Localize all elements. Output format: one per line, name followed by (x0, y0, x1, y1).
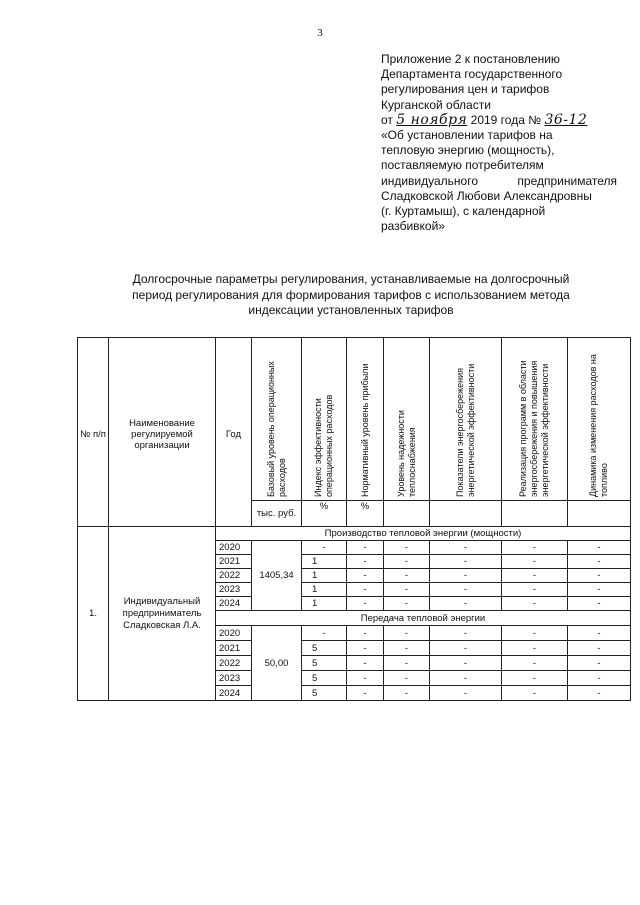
header-base-cell (252, 338, 302, 501)
index-cell: 1 (302, 583, 347, 597)
index-cell: 5 (302, 671, 347, 686)
profit-cell: - (347, 686, 384, 701)
index-cell: 5 (302, 656, 347, 671)
energy-cell: - (430, 641, 502, 656)
energy-cell: - (430, 626, 502, 641)
year-cell: 2023 (216, 671, 252, 686)
energy-cell: - (430, 656, 502, 671)
reliability-cell: - (384, 583, 430, 597)
annex-line: Департамента государственного (381, 67, 563, 82)
header-energy: Показатели энергосбережения энергетической эффективности (454, 363, 476, 497)
header-program-cell (502, 338, 568, 501)
profit-cell: - (347, 541, 384, 555)
date-year: 2019 года № (470, 112, 542, 127)
program-cell: - (502, 555, 568, 569)
fuel-cell: - (568, 569, 631, 583)
year-cell: 2022 (216, 656, 252, 671)
unit-profit: % (347, 501, 384, 527)
profit-cell: - (347, 641, 384, 656)
handwritten-number: 36-12 (544, 111, 588, 128)
title-line: Долгосрочные параметры регулирования, устанавливаемые на долгосрочный (132, 272, 570, 286)
profit-cell: - (347, 555, 384, 569)
header-base: Базовый уровень операционных расходов (265, 361, 287, 497)
section-title: Производство тепловой энергии (мощности) (216, 527, 631, 541)
program-cell: - (502, 541, 568, 555)
organization-name: Индивидуальный предприниматель Сладковская Л.А. (109, 527, 216, 701)
annex-line: индивидуального предпринимателя (381, 173, 617, 188)
profit-cell: - (347, 626, 384, 641)
fuel-cell: - (568, 626, 631, 641)
title-line: период регулирования для формирования тарифов с использованием метода (132, 287, 570, 302)
index-cell: 1 (302, 597, 347, 611)
base-value: 50,00 (252, 626, 302, 701)
profit-cell: - (347, 583, 384, 597)
annex-line: регулирования цен и тарифов (381, 82, 550, 97)
header-reliability-cell (384, 338, 430, 501)
program-cell: - (502, 597, 568, 611)
fuel-cell: - (568, 656, 631, 671)
reliability-cell: - (384, 656, 430, 671)
reliability-cell: - (384, 641, 430, 656)
program-cell: - (502, 583, 568, 597)
annex-date-line (381, 113, 617, 128)
profit-cell: - (347, 671, 384, 686)
energy-cell: - (430, 597, 502, 611)
program-cell: - (502, 641, 568, 656)
index-cell: 5 (302, 641, 347, 656)
energy-cell: - (430, 541, 502, 555)
header-num: № п/п (78, 338, 109, 527)
annex-line: тепловую энергию (мощность), (381, 143, 555, 158)
page-number: 3 (317, 27, 323, 39)
program-cell: - (502, 569, 568, 583)
profit-cell: - (347, 656, 384, 671)
header-fuel-cell (568, 338, 631, 501)
index-cell: - (302, 626, 347, 641)
index-cell: 1 (302, 555, 347, 569)
year-cell: 2020 (216, 541, 252, 555)
handwritten-date: 5 ноября (396, 111, 468, 128)
unit-empty (568, 501, 631, 527)
unit-empty (430, 501, 502, 527)
header-fuel: Динамика изменения расходов на топливо (588, 354, 609, 497)
index-cell: 5 (302, 686, 347, 701)
header-index: Индекс эффективности операционных расходов (313, 394, 334, 497)
year-cell: 2022 (216, 569, 252, 583)
header-profit-cell (347, 338, 384, 501)
section-title-row (78, 527, 631, 541)
annex-header (381, 52, 617, 234)
date-prefix: от (381, 112, 393, 127)
index-cell: 1 (302, 569, 347, 583)
annex-line: Сладковской Любови Александровны (381, 188, 592, 203)
header-program: Реализация программ в области энергосбережения и повышения энергетической эффективности (518, 360, 550, 497)
year-cell: 2021 (216, 555, 252, 569)
index-cell: - (302, 541, 347, 555)
header-row (78, 338, 631, 501)
energy-cell: - (430, 686, 502, 701)
year-cell: 2024 (216, 686, 252, 701)
fuel-cell: - (568, 555, 631, 569)
energy-cell: - (430, 671, 502, 686)
fuel-cell: - (568, 641, 631, 656)
reliability-cell: - (384, 569, 430, 583)
fuel-cell: - (568, 597, 631, 611)
header-year: Год (216, 338, 252, 527)
program-cell: - (502, 686, 568, 701)
profit-cell: - (347, 597, 384, 611)
section-title: Передача тепловой энергии (216, 611, 631, 626)
unit-base: тыс. руб. (252, 501, 302, 527)
reliability-cell: - (384, 686, 430, 701)
reliability-cell: - (384, 671, 430, 686)
year-cell: 2024 (216, 597, 252, 611)
fuel-cell: - (568, 541, 631, 555)
document-title (96, 272, 606, 319)
annex-line: Приложение 2 к постановлению (381, 52, 560, 66)
program-cell: - (502, 671, 568, 686)
row-number: 1. (78, 527, 109, 701)
unit-empty (502, 501, 568, 527)
header-index-cell (302, 338, 347, 501)
annex-line: «Об установлении тарифов на (381, 128, 553, 143)
fuel-cell: - (568, 583, 631, 597)
unit-empty (384, 501, 430, 527)
annex-line: (г. Куртамыш), с календарной (381, 204, 546, 219)
year-cell: 2021 (216, 641, 252, 656)
header-profit: Нормативный уровень прибыли (359, 363, 370, 497)
annex-line: Курганской области (381, 97, 491, 112)
profit-cell: - (347, 569, 384, 583)
annex-line: разбивкой» (381, 219, 445, 234)
header-reliability: Уровень надежности теплоснабжения (395, 410, 417, 497)
parameters-table (77, 337, 631, 701)
reliability-cell: - (384, 597, 430, 611)
reliability-cell: - (384, 555, 430, 569)
annex-line: поставляемую потребителям (381, 158, 544, 173)
program-cell: - (502, 656, 568, 671)
title-line: индексации установленных тарифов (248, 303, 454, 317)
year-cell: 2020 (216, 626, 252, 641)
fuel-cell: - (568, 671, 631, 686)
unit-index: % (302, 501, 347, 527)
base-value: 1405,34 (252, 541, 302, 611)
fuel-cell: - (568, 686, 631, 701)
header-energy-cell (430, 338, 502, 501)
reliability-cell: - (384, 626, 430, 641)
reliability-cell: - (384, 541, 430, 555)
energy-cell: - (430, 569, 502, 583)
header-org: Наименование регулируемой организации (109, 338, 216, 527)
energy-cell: - (430, 555, 502, 569)
year-cell: 2023 (216, 583, 252, 597)
energy-cell: - (430, 583, 502, 597)
program-cell: - (502, 626, 568, 641)
